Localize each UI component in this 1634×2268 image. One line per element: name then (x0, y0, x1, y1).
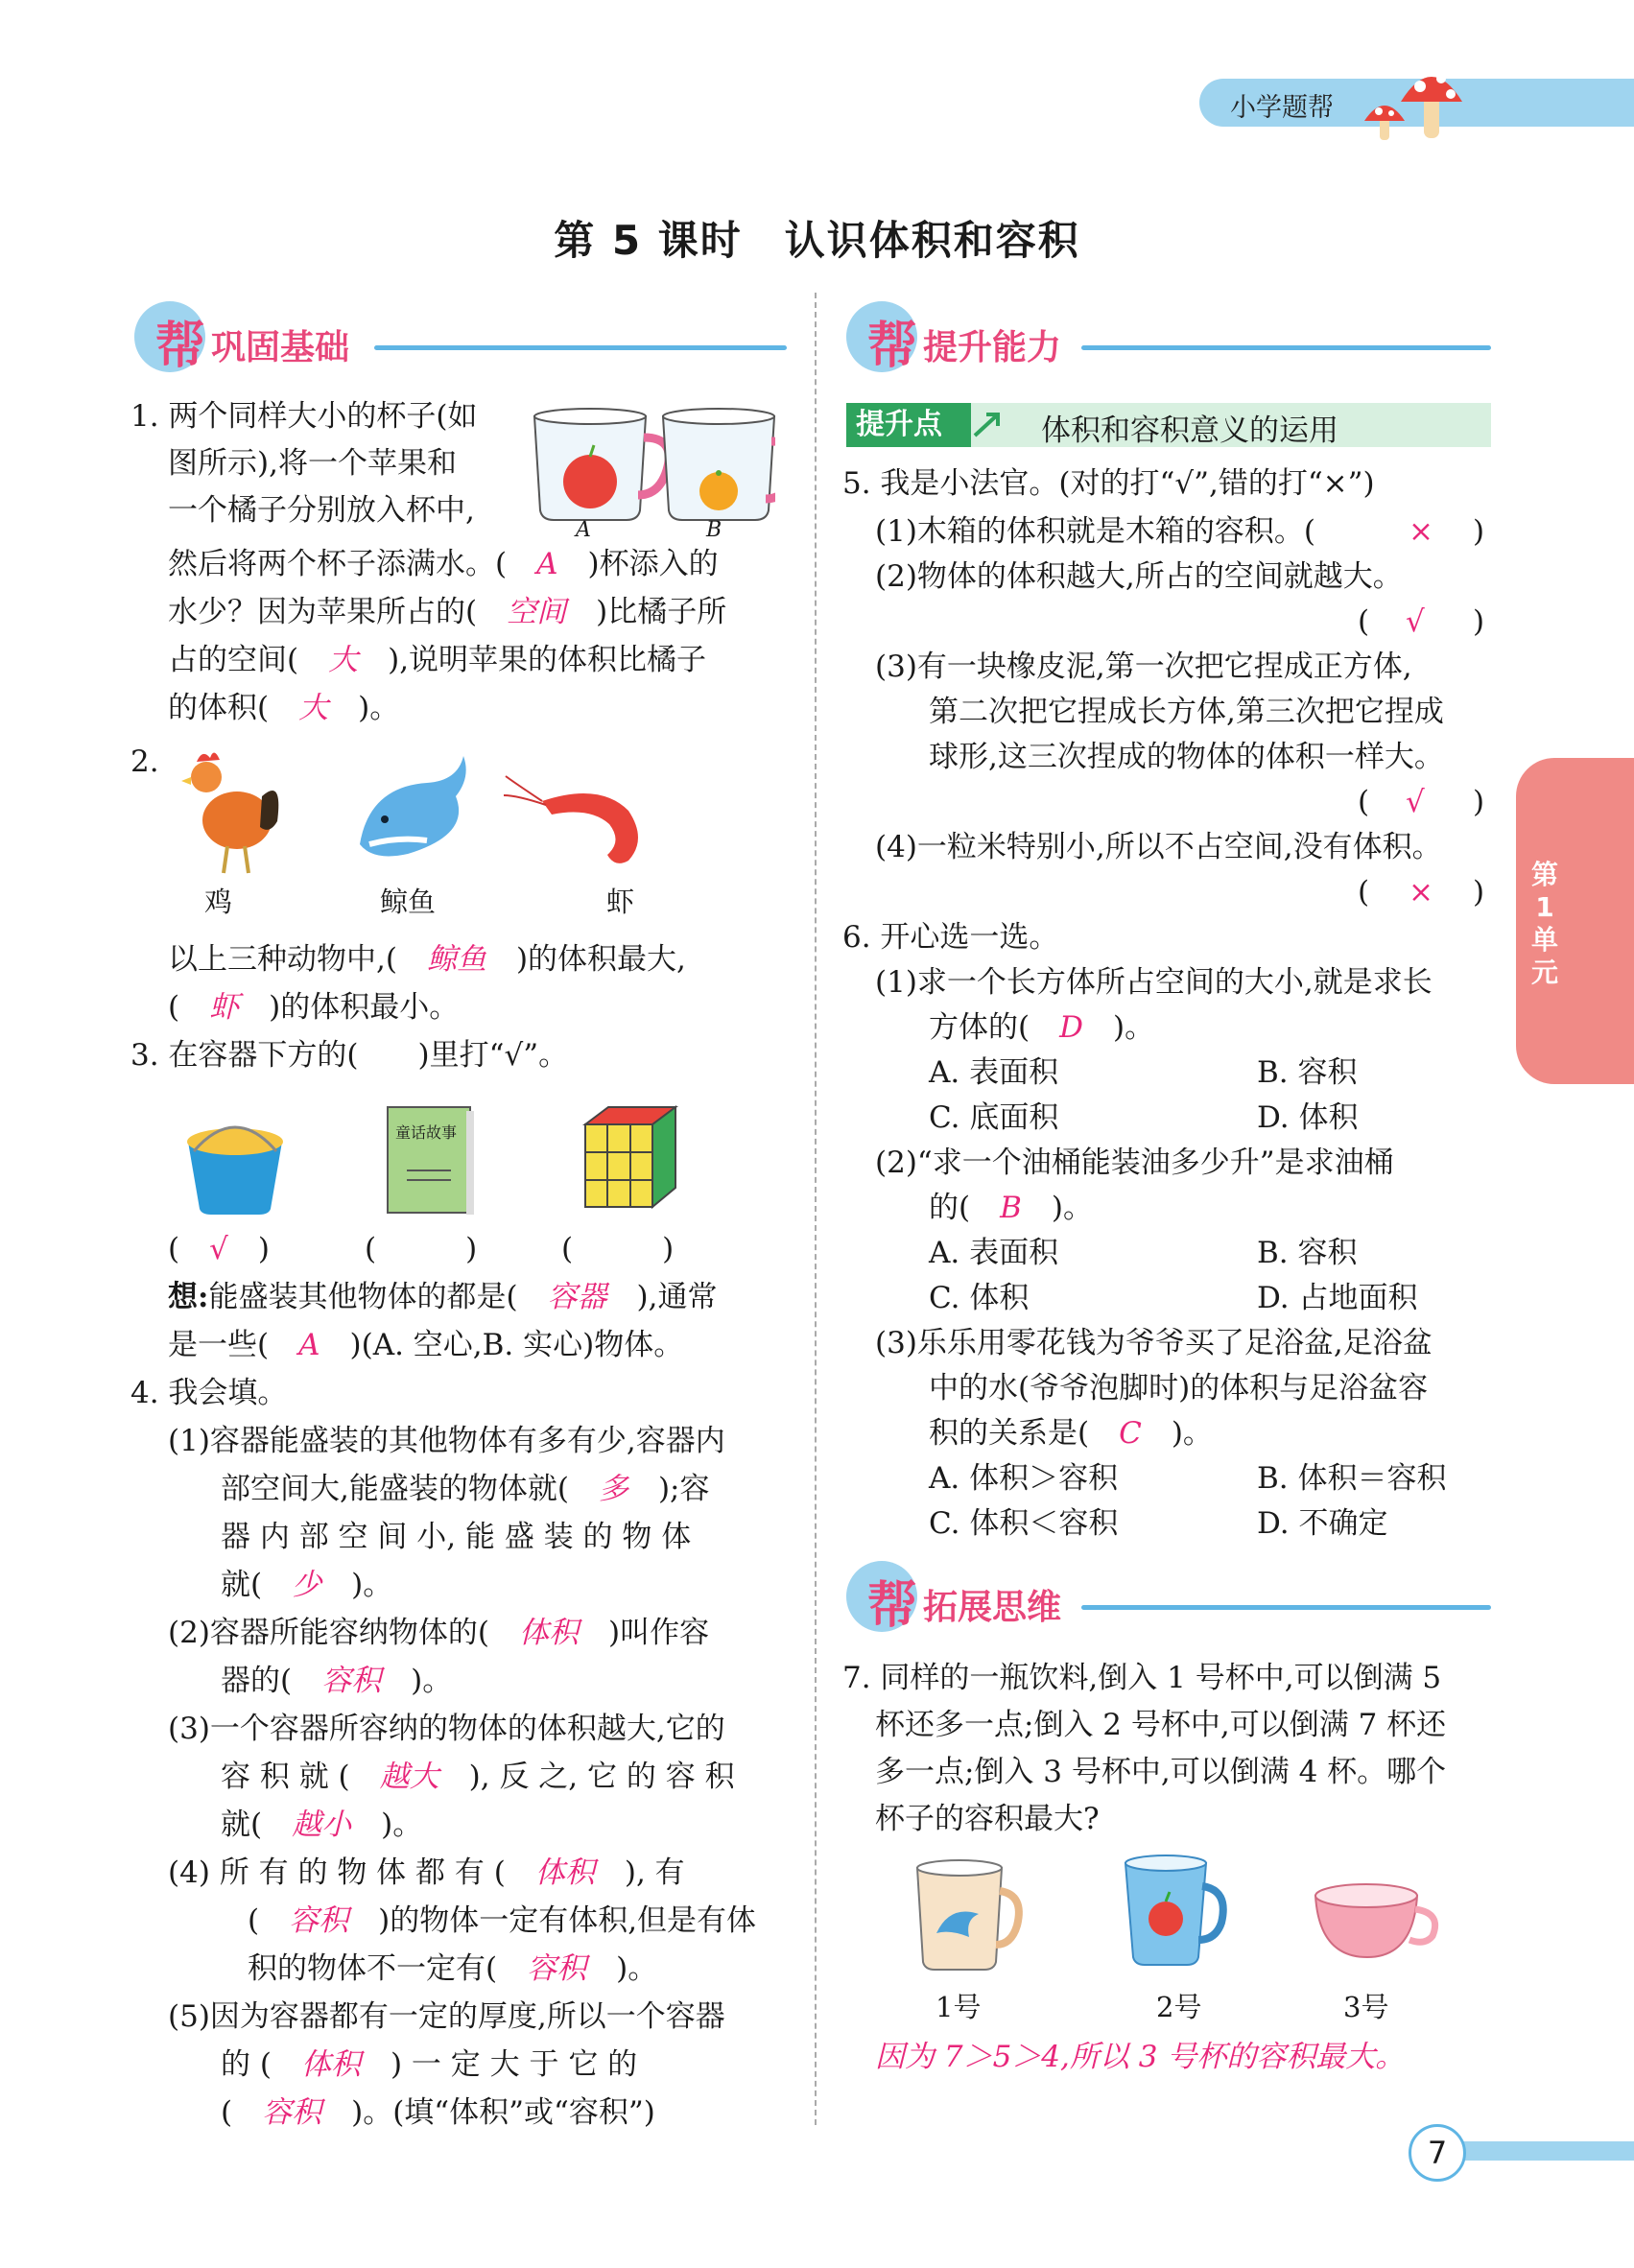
tisheng-badge: 提升点 (846, 403, 971, 447)
tisheng-topic: 体积和容积意义的运用 (1041, 413, 1338, 448)
chicken-image (178, 739, 283, 883)
cup-1-image (912, 1856, 1027, 1976)
arrow-icon (971, 409, 1006, 441)
cup-3-image (1310, 1880, 1444, 1967)
book-title: 童话故事 (395, 1123, 458, 1142)
whale-image (350, 748, 475, 873)
section-header-basics: 帮 巩固基础 (134, 299, 787, 376)
section-header-improve: 帮 提升能力 (846, 299, 1491, 376)
footer-bar (1439, 2141, 1634, 2161)
bucket-image (182, 1113, 288, 1218)
section-header-extend: 帮 拓展思维 (846, 1559, 1491, 1636)
cup-b-handle (660, 413, 775, 528)
q7-answer: 因为 7＞5＞4,所以 3 号杯的容积最大。 (875, 2040, 1406, 2074)
brand-name: 小学题帮 (1230, 93, 1334, 123)
column-divider (815, 293, 817, 2125)
shrimp-image (504, 772, 667, 873)
lesson-title: 第 5 课时 认识体积和容积 (554, 217, 1080, 264)
mushroom-icon (1353, 56, 1468, 147)
unit-tab-label: 第1单元 (1530, 859, 1558, 988)
rubiks-cube-image (576, 1101, 681, 1212)
page-number: 7 (1409, 2124, 1466, 2182)
cup-2-image (1118, 1852, 1233, 1972)
